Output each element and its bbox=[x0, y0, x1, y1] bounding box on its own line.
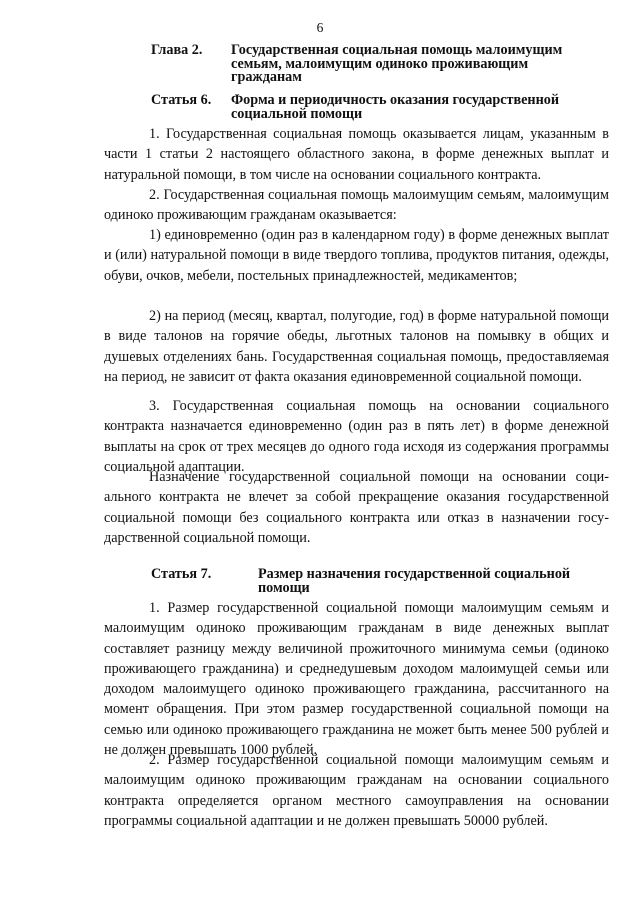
article-6-paragraph: 3. Государственная социальная помощь на основании социального контракта назначается единовременно (один раз в пять лет) в форме денежной выплаты на срок от трех месяцев до одного года исходя из содержания программы социальной адаптации. bbox=[104, 398, 609, 475]
article-6-paragraph: 2) на период (месяц, квартал, полугодие, год) в форме натуральной помощи в виде талонов на горячие обеды, льготных талонов на помывку в общих и душевых отделениях бань. Государственная социальная помощь, предоставляемая на период, не зависит от факта оказания единовременной социальной помощи. bbox=[104, 308, 609, 385]
page-number: 6 bbox=[316, 20, 324, 35]
article-6-paragraph: Назначение государственной социальной помощи на основании социального контракта не влечет за собой прекращение оказания государственной социальной помощи без социального контракта или отказ в назначении государственной социальной помощи. bbox=[104, 469, 609, 546]
article-6-paragraph: 1. Государственная социальная помощь оказывается лицам, указанным в части 1 статьи 2 настоящего областного закона, в форме денежных выплат и натуральной помощи, в том числе на основании социального контракта. bbox=[104, 126, 609, 183]
article-6-paragraph: 2. Государственная социальная помощь малоимущим семьям, малоимущим одиноко проживающим гражданам оказывается: bbox=[104, 187, 609, 224]
chapter-title: Государственная социальная помощь малоимущим семьям, малоимущим одиноко проживающим гражданам bbox=[231, 42, 563, 85]
article-6-title: Форма и периодичность оказания государственной социальной помощи bbox=[231, 92, 560, 122]
article-7-paragraph: 1. Размер государственной социальной помощи малоимущим семьям и малоимущим одиноко проживающим гражданам в виде денежных выплат составляет разницу между величиной прожиточного минимума семьи (одиноко проживающего гражданина) и среднедушевым доходом малоимущей семьи или доходом малоимущего одиноко проживающего гражданина, рассчитанного на момент обращения. При этом размер государственной социальной помощи на семью или одиноко проживающего гражданина не может быть менее 500 рублей и не должен превышать 1000 рублей. bbox=[104, 600, 609, 759]
article-6-paragraph: 1) единовременно (один раз в календарном году) в форме денежных выплат и (или) натуральной помощи в виде твердого топлива, продуктов питания, одежды, обуви, очков, мебели, постельных принадлежностей, медикаментов; bbox=[104, 227, 609, 284]
article-7-label: Статья 7. bbox=[151, 566, 212, 582]
chapter-label: Глава 2. bbox=[151, 42, 203, 58]
article-6-label: Статья 6. bbox=[151, 92, 212, 108]
article-7-title: Размер назначения государственной социальной помощи bbox=[258, 566, 571, 596]
article-7-paragraph: 2. Размер государственной социальной помощи малоимущим семьям и малоимущим одиноко проживающим гражданам на основании социального контракта определяется органом местного самоуправления на основании программы социальной адаптации и не должен превышать 50000 рублей. bbox=[104, 752, 609, 829]
